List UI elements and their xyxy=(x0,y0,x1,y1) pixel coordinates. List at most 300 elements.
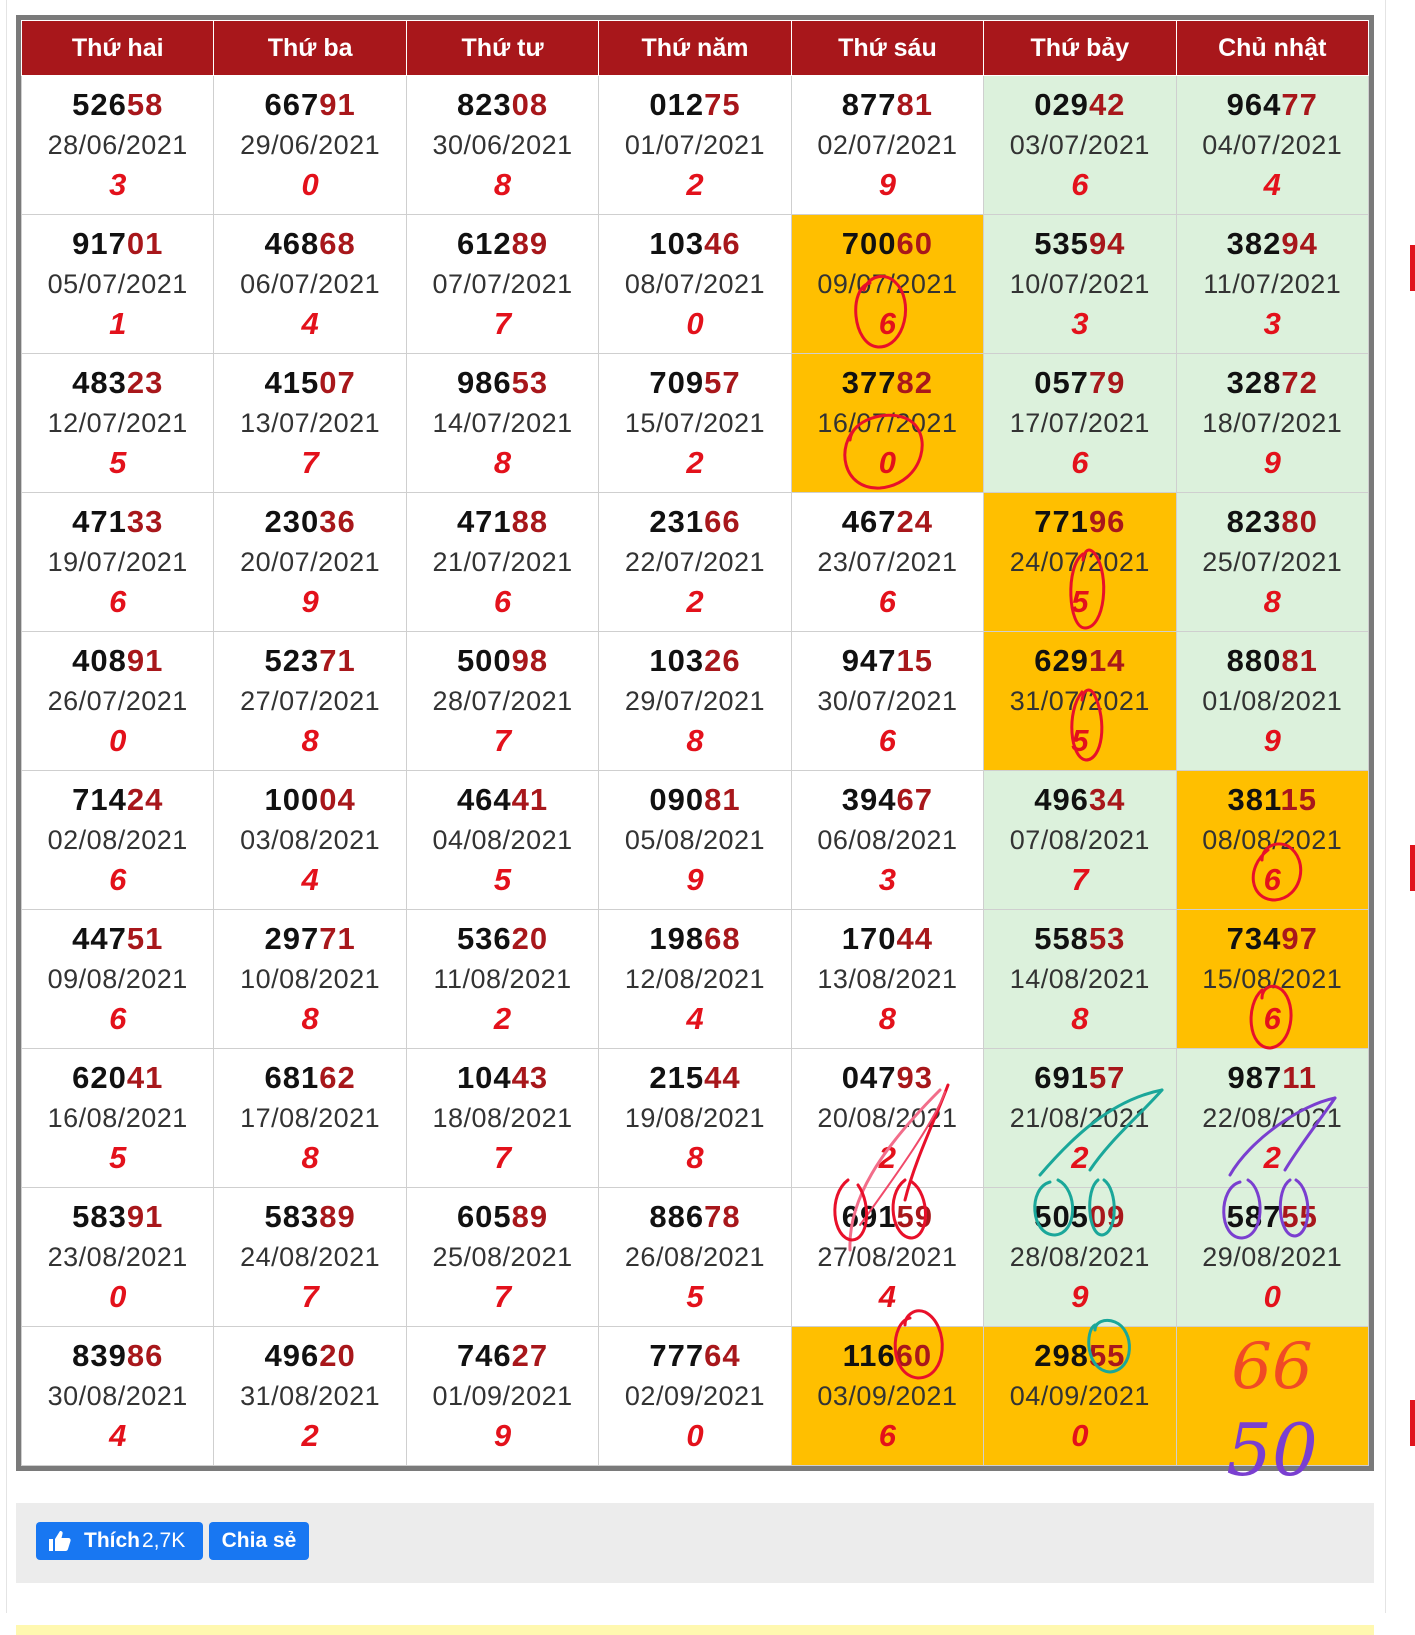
result-number-tail: 71 xyxy=(319,921,356,956)
result-digit: 3 xyxy=(878,862,897,897)
result-number xyxy=(214,919,405,959)
result-number-tail: 24 xyxy=(126,782,164,817)
result-date: 09/08/2021 xyxy=(47,964,188,994)
result-number-tail: 59 xyxy=(896,1199,933,1234)
result-number-head: 170 xyxy=(841,921,897,956)
result-date: 30/06/2021 xyxy=(432,130,573,160)
result-date: 27/07/2021 xyxy=(240,686,381,716)
result-cell xyxy=(1176,1049,1368,1188)
result-number-tail: 08 xyxy=(511,87,549,122)
result-date: 05/07/2021 xyxy=(47,269,188,299)
result-date: 08/07/2021 xyxy=(624,269,766,299)
result-number-tail: 88 xyxy=(511,504,549,539)
week-row xyxy=(22,215,1369,354)
result-number-tail: 81 xyxy=(1281,643,1318,678)
result-digit: 2 xyxy=(1071,1140,1089,1175)
result-number xyxy=(407,85,598,125)
result-digit: 6 xyxy=(1071,445,1089,480)
result-digit: 7 xyxy=(493,1279,512,1314)
result-number-tail: 89 xyxy=(511,1199,549,1234)
result-number-head: 823 xyxy=(456,87,512,122)
result-digit: 6 xyxy=(493,584,512,619)
result-cell xyxy=(984,1049,1176,1188)
weekday-header: Thứ tư xyxy=(406,21,598,76)
result-number xyxy=(1177,1058,1368,1098)
result-number-head: 012 xyxy=(649,87,705,122)
result-date: 19/07/2021 xyxy=(47,547,188,577)
result-digit: 7 xyxy=(1071,862,1089,897)
result-number-tail: 23 xyxy=(126,365,164,400)
result-date: 02/08/2021 xyxy=(47,825,188,855)
result-date: 20/08/2021 xyxy=(817,1103,958,1133)
result-number xyxy=(214,502,405,542)
week-row xyxy=(22,771,1369,910)
result-number-tail: 68 xyxy=(704,921,741,956)
result-number xyxy=(599,224,790,264)
result-number xyxy=(984,85,1175,125)
result-number xyxy=(792,1197,983,1237)
result-cell xyxy=(22,632,214,771)
result-number-head: 231 xyxy=(649,504,705,539)
result-digit: 2 xyxy=(301,1418,319,1453)
result-cell xyxy=(406,771,598,910)
result-date: 11/07/2021 xyxy=(1203,269,1342,299)
edge-marker xyxy=(1410,245,1415,291)
result-cell xyxy=(791,632,983,771)
result-number-head: 468 xyxy=(264,226,320,261)
result-number-tail: 77 xyxy=(1281,87,1318,122)
result-number xyxy=(984,1197,1175,1237)
result-cell xyxy=(1176,632,1368,771)
result-date: 06/08/2021 xyxy=(817,825,958,855)
result-number xyxy=(984,780,1175,820)
result-number xyxy=(984,363,1175,403)
result-number-tail: 41 xyxy=(511,782,549,817)
result-digit: 9 xyxy=(686,862,704,897)
result-number xyxy=(984,1058,1175,1098)
result-number xyxy=(1177,224,1368,264)
result-number-tail: 53 xyxy=(1088,921,1126,956)
result-cell xyxy=(599,771,791,910)
result-number xyxy=(407,1058,598,1098)
result-date: 26/07/2021 xyxy=(47,686,188,716)
result-date: 18/07/2021 xyxy=(1202,408,1343,438)
result-number-tail: 80 xyxy=(1281,504,1318,539)
result-cell xyxy=(214,493,406,632)
result-number-head: 605 xyxy=(456,1199,512,1234)
result-number xyxy=(407,641,598,681)
result-number-head: 964 xyxy=(1226,87,1282,122)
result-number-head: 629 xyxy=(1034,643,1089,678)
result-number xyxy=(1177,780,1368,820)
result-number-head: 505 xyxy=(1034,1199,1089,1234)
result-number xyxy=(1177,502,1368,542)
result-number-tail: 93 xyxy=(896,1060,933,1095)
result-date: 12/07/2021 xyxy=(47,408,188,438)
result-digit: 8 xyxy=(493,445,512,480)
result-date: 11/08/2021 xyxy=(433,964,572,994)
result-number xyxy=(407,1197,598,1237)
result-cell xyxy=(22,771,214,910)
result-digit: 6 xyxy=(1263,862,1281,897)
result-number xyxy=(22,1058,213,1098)
result-digit: 0 xyxy=(1071,1418,1089,1453)
result-cell xyxy=(1176,493,1368,632)
week-row xyxy=(22,1188,1369,1327)
result-number-tail: 81 xyxy=(896,87,933,122)
result-number xyxy=(599,780,790,820)
result-digit: 6 xyxy=(1071,167,1089,202)
result-number-head: 100 xyxy=(264,782,320,817)
result-number-head: 381 xyxy=(1227,782,1281,817)
result-cell xyxy=(984,632,1176,771)
result-digit: 1 xyxy=(109,306,127,341)
result-digit: 0 xyxy=(1263,1279,1281,1314)
result-cell xyxy=(791,771,983,910)
result-digit: 5 xyxy=(109,1140,127,1175)
result-cell xyxy=(406,1188,598,1327)
result-cell xyxy=(599,215,791,354)
weekday-header-row xyxy=(22,21,1369,76)
result-digit: 5 xyxy=(1071,723,1089,758)
result-number-head: 583 xyxy=(264,1199,320,1234)
result-date: 01/08/2021 xyxy=(1202,686,1343,716)
result-cell xyxy=(214,354,406,493)
result-number-head: 536 xyxy=(456,921,512,956)
edge-marker xyxy=(1410,845,1415,891)
result-digit: 2 xyxy=(878,1140,897,1175)
result-number xyxy=(984,224,1175,264)
result-number-tail: 09 xyxy=(1088,1199,1126,1234)
result-number xyxy=(599,85,790,125)
result-number xyxy=(407,919,598,959)
result-date: 09/07/2021 xyxy=(817,269,958,299)
result-number-tail: 14 xyxy=(1088,643,1126,678)
result-number-head: 886 xyxy=(649,1199,705,1234)
result-number-head: 691 xyxy=(841,1199,897,1234)
result-cell xyxy=(791,1327,983,1466)
result-digit: 6 xyxy=(878,723,897,758)
result-cell xyxy=(406,1327,598,1466)
result-date: 05/08/2021 xyxy=(624,825,766,855)
result-number xyxy=(599,1058,790,1098)
result-cell xyxy=(791,910,983,1049)
result-cell xyxy=(214,1188,406,1327)
result-date: 22/08/2021 xyxy=(1202,1103,1343,1133)
result-number-head: 880 xyxy=(1226,643,1282,678)
week-row xyxy=(22,910,1369,1049)
result-number-tail: 27 xyxy=(511,1338,549,1373)
result-number xyxy=(22,919,213,959)
result-number xyxy=(984,502,1175,542)
result-number-tail: 66 xyxy=(704,504,741,539)
result-number xyxy=(599,363,790,403)
result-digit: 9 xyxy=(1263,445,1281,480)
result-digit: 9 xyxy=(878,167,897,202)
result-digit: 8 xyxy=(878,1001,897,1036)
weekday-header: Thứ năm xyxy=(599,21,791,76)
result-cell xyxy=(984,215,1176,354)
result-cell xyxy=(22,493,214,632)
result-digit: 0 xyxy=(686,306,704,341)
result-digit: 0 xyxy=(109,723,127,758)
result-cell xyxy=(214,215,406,354)
results-calendar xyxy=(16,15,1374,1471)
result-digit: 8 xyxy=(686,1140,704,1175)
result-digit: 0 xyxy=(878,445,897,480)
result-number-tail: 20 xyxy=(511,921,549,956)
result-date: 12/08/2021 xyxy=(624,964,766,994)
result-date: 29/06/2021 xyxy=(240,130,381,160)
result-date: 03/07/2021 xyxy=(1009,130,1150,160)
result-digit: 9 xyxy=(1263,723,1281,758)
week-row xyxy=(22,493,1369,632)
result-number-tail: 94 xyxy=(1281,226,1318,261)
result-number xyxy=(214,1058,405,1098)
result-date: 01/07/2021 xyxy=(624,130,766,160)
result-number xyxy=(214,1336,405,1376)
result-date: 30/07/2021 xyxy=(817,686,958,716)
result-number-tail: 60 xyxy=(895,1338,933,1373)
result-number xyxy=(599,919,790,959)
result-digit: 8 xyxy=(301,723,319,758)
result-number-head: 198 xyxy=(649,921,705,956)
result-number-tail: 79 xyxy=(1088,365,1126,400)
result-number xyxy=(22,363,213,403)
bottom-strip xyxy=(16,1625,1374,1635)
result-cell xyxy=(791,1188,983,1327)
result-date: 10/08/2021 xyxy=(240,964,381,994)
result-digit: 2 xyxy=(493,1001,512,1036)
result-number-head: 681 xyxy=(264,1060,320,1095)
result-date: 14/08/2021 xyxy=(1009,964,1150,994)
result-number-head: 746 xyxy=(456,1338,512,1373)
result-number-head: 987 xyxy=(1227,1060,1283,1095)
result-number-head: 535 xyxy=(1034,226,1089,261)
result-date: 04/09/2021 xyxy=(1009,1381,1150,1411)
result-digit: 6 xyxy=(878,584,897,619)
result-digit: 8 xyxy=(686,723,704,758)
result-date: 19/08/2021 xyxy=(624,1103,766,1133)
like-button[interactable] xyxy=(36,1522,203,1560)
result-number-tail: 91 xyxy=(126,643,164,678)
result-number-tail: 75 xyxy=(704,87,741,122)
result-number-head: 394 xyxy=(841,782,897,817)
result-number xyxy=(792,780,983,820)
result-date: 08/08/2021 xyxy=(1202,825,1343,855)
result-number-tail: 60 xyxy=(896,226,933,261)
result-number-tail: 68 xyxy=(319,226,356,261)
result-digit: 4 xyxy=(1263,167,1281,202)
result-date: 04/07/2021 xyxy=(1202,130,1343,160)
result-cell xyxy=(599,910,791,1049)
result-number xyxy=(1177,641,1368,681)
result-date: 29/07/2021 xyxy=(624,686,766,716)
result-number-head: 612 xyxy=(456,226,512,261)
result-number-tail: 43 xyxy=(511,1060,549,1095)
result-number xyxy=(214,224,405,264)
result-number xyxy=(599,641,790,681)
result-number-head: 467 xyxy=(841,504,897,539)
result-digit: 4 xyxy=(878,1279,897,1314)
result-number-head: 917 xyxy=(72,226,127,261)
result-cell xyxy=(1176,1327,1368,1466)
result-date: 31/07/2021 xyxy=(1009,686,1150,716)
result-number-tail: 11 xyxy=(1282,1060,1318,1095)
result-date: 03/08/2021 xyxy=(240,825,381,855)
result-cell xyxy=(984,354,1176,493)
result-digit: 6 xyxy=(109,1001,127,1036)
result-number xyxy=(22,502,213,542)
result-date: 02/07/2021 xyxy=(817,130,958,160)
result-date: 29/08/2021 xyxy=(1202,1242,1343,1272)
result-cell xyxy=(984,1327,1176,1466)
result-digit: 4 xyxy=(301,306,319,341)
result-number-tail: 89 xyxy=(319,1199,356,1234)
result-number-head: 471 xyxy=(72,504,127,539)
result-digit: 5 xyxy=(686,1279,704,1314)
result-digit: 6 xyxy=(878,306,897,341)
result-number-head: 877 xyxy=(841,87,897,122)
result-number-tail: 91 xyxy=(319,87,356,122)
result-number-tail: 07 xyxy=(319,365,356,400)
result-number-head: 558 xyxy=(1034,921,1089,956)
weekday-header: Chủ nhật xyxy=(1176,21,1368,76)
result-number xyxy=(407,780,598,820)
result-cell xyxy=(599,1327,791,1466)
result-number-tail: 71 xyxy=(319,643,356,678)
result-date: 07/08/2021 xyxy=(1009,825,1150,855)
weekday-header: Thứ bảy xyxy=(984,21,1176,76)
result-date: 13/08/2021 xyxy=(817,964,958,994)
weekday-header: Thứ sáu xyxy=(791,21,983,76)
result-date: 01/09/2021 xyxy=(432,1381,573,1411)
result-date: 28/07/2021 xyxy=(432,686,573,716)
share-button[interactable]: Chia sẻ xyxy=(209,1522,309,1560)
handwritten-prediction-bottom: 50 xyxy=(1226,1408,1318,1492)
result-number xyxy=(1177,919,1368,959)
week-row xyxy=(22,1327,1369,1466)
result-cell xyxy=(214,76,406,215)
result-digit: 5 xyxy=(1071,584,1089,619)
thumbs-up-icon xyxy=(48,1530,72,1552)
result-cell xyxy=(214,1327,406,1466)
result-number xyxy=(1177,1197,1368,1237)
result-number xyxy=(214,780,405,820)
result-number-head: 057 xyxy=(1034,365,1089,400)
result-number-head: 714 xyxy=(72,782,127,817)
result-number xyxy=(22,780,213,820)
result-date: 23/08/2021 xyxy=(47,1242,188,1272)
result-date: 16/07/2021 xyxy=(817,408,958,438)
result-number xyxy=(22,641,213,681)
result-digit: 4 xyxy=(109,1418,127,1453)
result-digit: 9 xyxy=(493,1418,512,1453)
result-number-head: 500 xyxy=(456,643,512,678)
weekday-header: Thứ hai xyxy=(22,21,214,76)
result-number xyxy=(214,641,405,681)
result-number-tail: 58 xyxy=(126,87,164,122)
result-cell xyxy=(1176,910,1368,1049)
result-digit: 0 xyxy=(301,167,319,202)
result-digit: 6 xyxy=(1263,1001,1281,1036)
result-number-head: 583 xyxy=(72,1199,127,1234)
result-number-tail: 36 xyxy=(319,504,356,539)
result-date: 21/08/2021 xyxy=(1009,1103,1150,1133)
result-number-head: 047 xyxy=(841,1060,897,1095)
result-cell xyxy=(1176,354,1368,493)
result-number xyxy=(599,502,790,542)
result-number-head: 382 xyxy=(1226,226,1282,261)
result-digit: 3 xyxy=(1071,306,1089,341)
result-number-tail: 41 xyxy=(126,1060,164,1095)
result-digit: 2 xyxy=(686,167,704,202)
result-number-head: 691 xyxy=(1034,1060,1089,1095)
result-number xyxy=(792,919,983,959)
result-digit: 3 xyxy=(109,167,127,202)
result-digit: 8 xyxy=(301,1001,319,1036)
result-cell xyxy=(214,910,406,1049)
result-cell xyxy=(406,354,598,493)
result-number-tail: 86 xyxy=(126,1338,164,1373)
result-date: 24/08/2021 xyxy=(240,1242,381,1272)
results-body xyxy=(22,76,1369,1466)
result-digit: 2 xyxy=(686,584,704,619)
result-number-tail: 94 xyxy=(1088,226,1126,261)
result-cell xyxy=(1176,771,1368,910)
result-number-tail: 01 xyxy=(126,226,164,261)
result-number xyxy=(984,641,1175,681)
edge-marker xyxy=(1410,1400,1415,1446)
result-cell xyxy=(214,1049,406,1188)
result-number-tail: 33 xyxy=(126,504,164,539)
result-date: 16/08/2021 xyxy=(47,1103,188,1133)
result-number-tail: 82 xyxy=(896,365,933,400)
result-cell xyxy=(22,1327,214,1466)
result-cell xyxy=(406,632,598,771)
result-number-head: 700 xyxy=(841,226,897,261)
result-number-tail: 57 xyxy=(704,365,741,400)
result-number-head: 103 xyxy=(649,226,705,261)
result-number-tail: 20 xyxy=(319,1338,356,1373)
week-row xyxy=(22,76,1369,215)
result-digit: 7 xyxy=(301,1279,319,1314)
result-date: 27/08/2021 xyxy=(817,1242,958,1272)
result-date: 26/08/2021 xyxy=(624,1242,766,1272)
result-number xyxy=(1177,363,1368,403)
result-number-head: 408 xyxy=(72,643,127,678)
result-number-tail: 04 xyxy=(319,782,356,817)
result-number-head: 620 xyxy=(72,1060,127,1095)
result-number xyxy=(1177,85,1368,125)
result-cell xyxy=(406,76,598,215)
result-number-head: 947 xyxy=(841,643,897,678)
result-number-head: 777 xyxy=(649,1338,705,1373)
result-date: 31/08/2021 xyxy=(240,1381,381,1411)
like-label: Thích xyxy=(84,1529,140,1552)
result-digit: 2 xyxy=(686,445,704,480)
result-number-head: 587 xyxy=(1226,1199,1282,1234)
result-number-tail: 51 xyxy=(126,921,164,956)
result-cell xyxy=(599,1049,791,1188)
result-number xyxy=(407,1336,598,1376)
result-cell xyxy=(791,1049,983,1188)
result-cell xyxy=(984,771,1176,910)
result-number-head: 230 xyxy=(264,504,320,539)
result-number-head: 377 xyxy=(841,365,897,400)
result-cell xyxy=(984,76,1176,215)
result-cell xyxy=(599,76,791,215)
